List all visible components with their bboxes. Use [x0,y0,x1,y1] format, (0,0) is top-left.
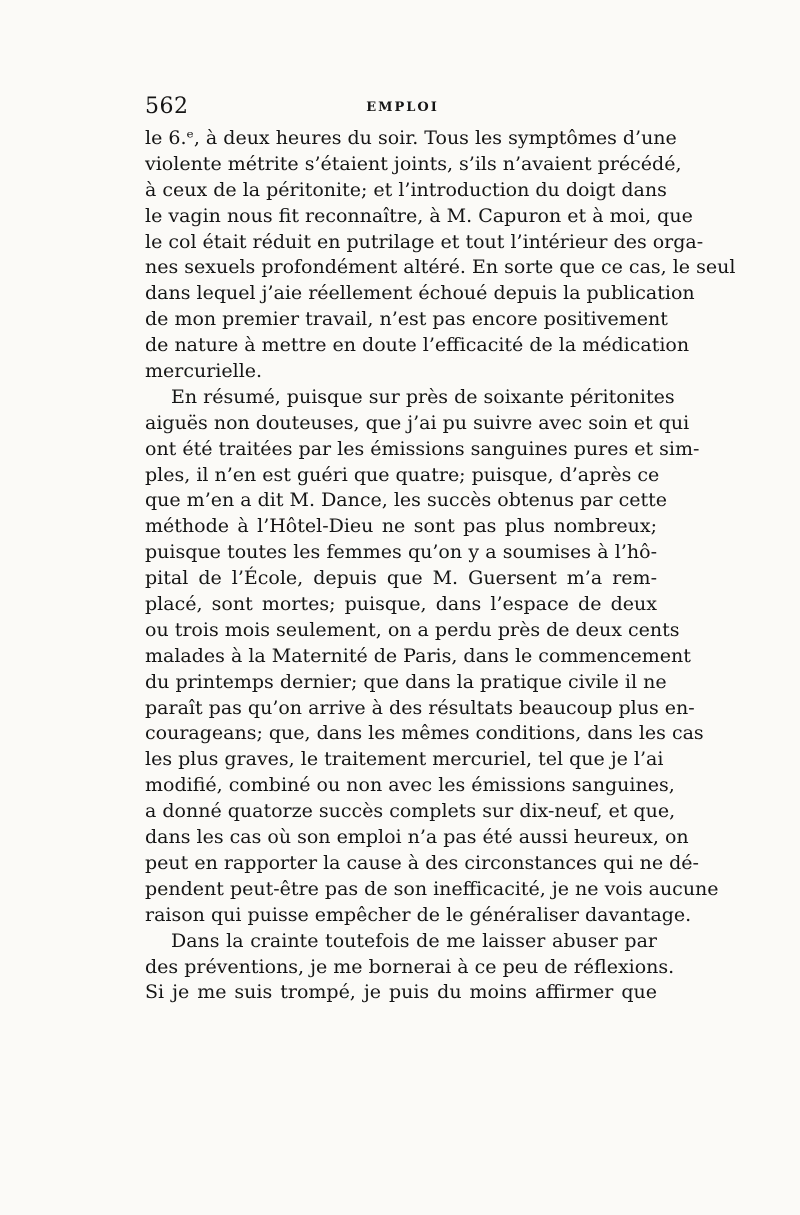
text-line: courageans; que, dans les mêmes conditions, dans les cas [145,722,704,745]
text-line: Dans la crainte toutefois de me laisser abuser par [171,929,657,952]
text-line: puisque toutes les femmes qu’on y a soumises à l’hô- [145,541,657,564]
text-line: nes sexuels profondément altéré. En sorte que ce cas, le seul [145,256,736,279]
paragraph [145,929,675,1007]
text-line: de mon premier travail, n’est pas encore positivement [145,308,668,331]
text-line: peut en rapporter la cause à des circonstances qui ne dé- [145,851,699,874]
text-line: violente métrite s’étaient joints, s’ils n’avaient précédé, [145,152,682,175]
text-line: mercurielle. [145,360,263,383]
text-line: ont été traitées par les émissions sanguines pures et sim- [145,437,700,460]
body-text [145,126,736,1006]
text-line: à ceux de la péritonite; et l’introduction du doigt dans [145,178,667,201]
text-line: des préventions, je me bornerai à ce peu de réflexions. [145,955,675,978]
text-line: ou trois mois seulement, on a perdu près de deux cents [145,618,680,641]
text-line: les plus graves, le traitement mercuriel, tel que je l’ai [145,748,664,771]
text-line: pendent peut-être pas de son inefficacité, je ne vois aucune [145,877,719,900]
text-line: le col était réduit en putrilage et tout l’intérieur des orga- [145,230,704,253]
text-line: dans les cas où son emploi n’a pas été aussi heureux, on [145,826,689,849]
text-line: modifié, combiné ou non avec les émissions sanguines, [145,774,675,797]
text-line: placé, sont mortes; puisque, dans l’espace de deux [145,593,657,616]
paragraph [145,385,719,929]
text-line: raison qui puisse empêcher de le généraliser davantage. [145,903,692,926]
page-header [145,94,660,120]
text-line: méthode à l’Hôtel-Dieu ne sont pas plus nombreux; [145,515,657,538]
text-line: En résumé, puisque sur près de soixante péritonites [171,385,675,408]
text-line: du printemps dernier; que dans la pratique civile il ne [145,670,667,693]
text-line: Si je me suis trompé, je puis du moins affirmer que [145,981,657,1004]
text-line: dans lequel j’aie réellement échoué depuis la publication [145,282,695,305]
page-number: 562 [145,94,189,119]
text-line: le 6.ᵉ, à deux heures du soir. Tous les symptômes d’une [145,127,677,149]
text-line: malades à la Maternité de Paris, dans le commencement [145,644,691,667]
paragraph [145,126,736,385]
text-line: que m’en a dit M. Dance, les succès obtenus par cette [145,489,668,512]
text-line: paraît pas qu’on arrive à des résultats beaucoup plus en- [145,696,695,719]
text-line: aiguës non douteuses, que j’ai pu suivre avec soin et qui [145,411,690,434]
text-line: a donné quatorze succès complets sur dix-neuf, et que, [145,800,676,823]
text-line: de nature à mettre en doute l’efficacité de la médication [145,334,690,357]
running-head: EMPLOI [366,100,439,115]
text-line: pital de l’École, depuis que M. Guersent m’a rem- [145,567,657,590]
text-line: ples, il n’en est guéri que quatre; puisque, d’après ce [145,463,660,486]
text-line: le vagin nous fit reconnaître, à M. Capuron et à moi, que [145,204,693,227]
